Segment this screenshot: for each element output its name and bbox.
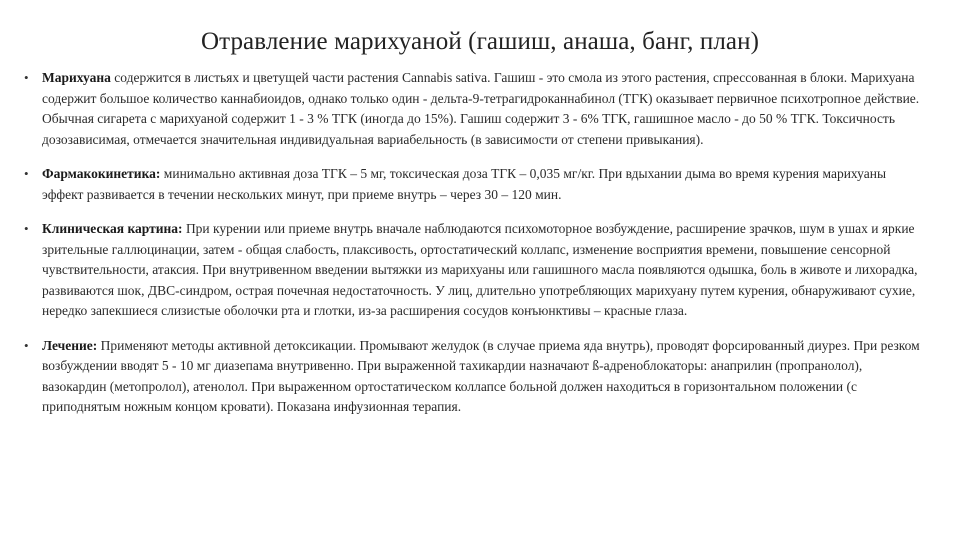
bullet-item-pharmacokinetics [24,164,924,205]
bullet-text: содержится в листьях и цветущей части растения Cannabis sativa. Гашиш - это смола из этого растения, спрессованная в блоки. Марихуана содержит большое количество каннабиоидов, однако только один - дельта-9-тетрагидроканнабинол (ТГК) оказывает первичное психотропное действие. Обычная сигарета с марихуаной содержит 1 - 3 % ТГК (иногда до 15%). Гашиш содержит 3 - 6% ТГК, гашишное масло - до 50 % ТГК. Токсичность дозозависимая, отмечается значительная индивидуальная вариабельность (в зависимости от степени привыкания). [42,70,920,147]
bullet-term: Лечение: [42,337,98,353]
bullet-item-clinical-picture [24,219,924,322]
bullet-text: При курении или приеме внутрь вначале наблюдаются психомоторное возбуждение, расширение зрачков, шум в ушах и яркие зрительные галлюцинации, затем - общая слабость, плаксивость, ортостатический коллапс, изменение восприятия времени, повышение сенсорной чувствительности, атаксия. При внутривенном введении вытяжки из марихуаны или гашишного масла появляются одышка, боль в животе и лихорадка, развиваются шок, ДВС-синдром, острая почечная недостаточность. У лиц, длительно употребляющих марихуану путем курения, обнаруживают сухие, нередко запекшиеся слизистые оболочки рта и глотки, из-за расширения сосудов конъюнктивы – красные глаза. [42,221,918,318]
bullet-term: Фармакокинетика: [42,166,161,181]
bullet-dot-icon: • [24,70,29,85]
bullet-text: Применяют методы активной детоксикации. Промывают желудок (в случае приема яда внутрь), проводят форсированный диурез. При резком возбуждении вводят 5 - 10 мг диазепама внутривенно. При выраженной тахикардии назначают ß-адреноблокаторы: анаприлин (пропранолол), вазокардин (метопролол), атенолол. При выраженном ортостатическом коллапсе больной должен находиться в горизонтальном положении (с приподнятым ножным концом кровати). Показана инфузионная терапия. [42,337,920,414]
bullet-term: Марихуана [42,70,111,85]
bullet-list [24,68,924,432]
slide-title: Отравление марихуаной (гашиш, анаша, банг, план) [200,28,760,55]
bullet-item-marijuana [24,68,924,150]
bullet-text: минимально активная доза ТГК – 5 мг, токсическая доза ТГК – 0,035 мг/кг. При вдыхании дыма во время курения марихуаны эффект развивается в течении нескольких минут, при приеме внутрь – через 30 – 120 мин. [42,166,887,202]
bullet-dot-icon: • [24,337,29,353]
bullet-term: Клиническая картина: [42,221,183,236]
bullet-item-treatment [24,336,924,418]
bullet-dot-icon: • [24,221,29,236]
bullet-dot-icon: • [24,166,29,181]
